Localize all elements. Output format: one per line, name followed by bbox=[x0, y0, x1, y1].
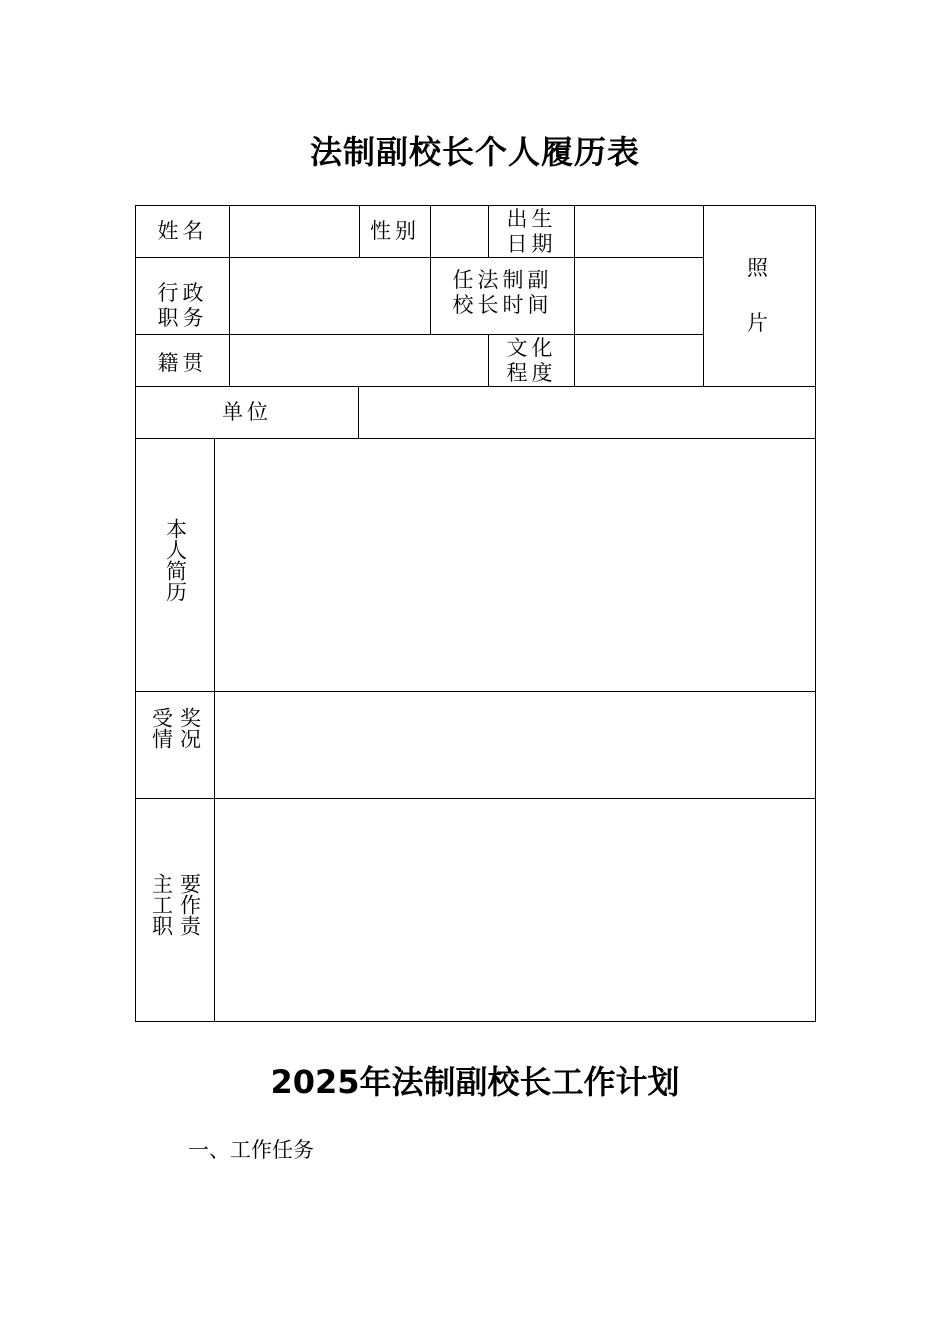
birth-label bbox=[489, 206, 574, 257]
origin-label: 籍贯 bbox=[157, 351, 208, 375]
bio-label bbox=[136, 439, 214, 691]
awards-label-col2: 奖况 bbox=[177, 707, 202, 749]
border-bottom bbox=[135, 1021, 816, 1022]
position-label bbox=[136, 258, 229, 334]
bio-field[interactable] bbox=[215, 439, 815, 691]
education-label-line1: 文化 bbox=[506, 335, 557, 360]
tenure-label-line2: 校长时间 bbox=[452, 293, 553, 317]
duties-label-col1: 主工职 bbox=[149, 872, 174, 936]
duties-label-col2: 要作责 bbox=[177, 872, 202, 936]
unit-field[interactable] bbox=[359, 387, 815, 438]
resume-title: 法制副校长个人履历表 bbox=[309, 133, 640, 171]
education-label-line2: 程度 bbox=[506, 360, 557, 385]
resume-form bbox=[135, 205, 816, 1022]
gender-field[interactable] bbox=[431, 206, 488, 257]
awards-field[interactable] bbox=[215, 692, 815, 798]
duties-label bbox=[136, 799, 214, 1021]
photo-label-line1: 照 bbox=[747, 256, 772, 280]
plan-title: 2025年法制副校长工作计划 bbox=[270, 1063, 680, 1101]
origin-field[interactable] bbox=[230, 335, 488, 386]
birth-label-line1: 出生 bbox=[506, 206, 557, 231]
position-label-line1: 行政 bbox=[157, 281, 208, 305]
bio-label-text: 本人简历 bbox=[163, 518, 188, 602]
duties-field[interactable] bbox=[215, 799, 815, 1021]
tenure-label bbox=[431, 258, 574, 334]
photo-box[interactable] bbox=[704, 206, 815, 386]
position-field[interactable] bbox=[230, 258, 430, 334]
tenure-field[interactable] bbox=[575, 258, 703, 334]
birth-label-line2: 日期 bbox=[506, 231, 557, 256]
education-label bbox=[489, 335, 574, 386]
position-label-line2: 职务 bbox=[157, 306, 208, 330]
name-field[interactable] bbox=[230, 206, 359, 257]
section-heading-1: 一、工作任务 bbox=[188, 1138, 314, 1162]
awards-label-col1: 受情 bbox=[149, 707, 174, 749]
tenure-label-line1: 任法制副 bbox=[452, 268, 553, 292]
unit-label: 单位 bbox=[222, 400, 272, 424]
awards-label bbox=[136, 692, 214, 798]
photo-label-line2: 片 bbox=[747, 311, 772, 335]
education-field[interactable] bbox=[575, 335, 703, 386]
birth-field[interactable] bbox=[575, 206, 703, 257]
gender-label: 性别 bbox=[370, 219, 420, 243]
border-right bbox=[815, 205, 816, 1022]
name-label: 姓名 bbox=[157, 219, 208, 243]
